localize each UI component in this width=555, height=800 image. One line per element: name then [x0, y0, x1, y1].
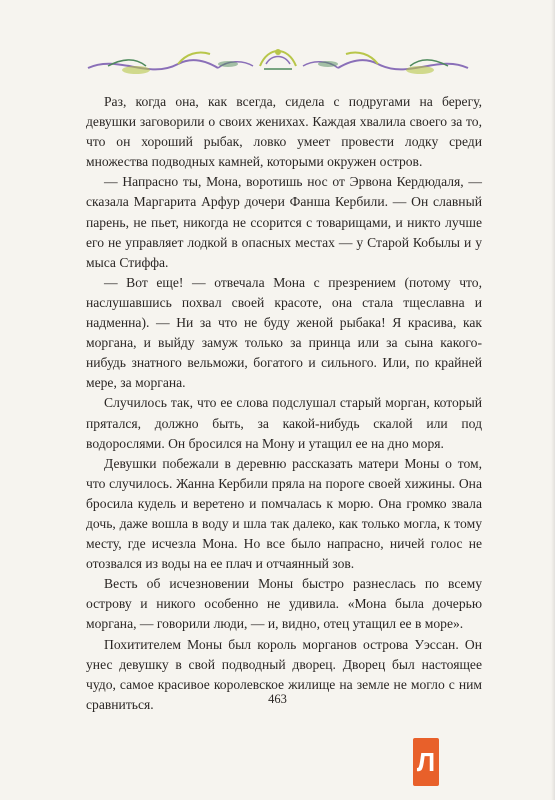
labirint-logo-icon: Л — [413, 738, 439, 786]
paragraph: Девушки побежали в деревню рассказать матери Моны о том, что случилось. Жанна Кербили пряла на пороге своей хижины. Она бросила кудель и веретено и помчалась к морю. Она громко звала дочь, даже вошла в воду и шла так далеко, как только могла, к тому месту, где исчезла Мона. Но все было напрасно, ничей голос не отозвался из воды на ее плач и отчаянный зов. — [86, 455, 482, 572]
story-text — [86, 92, 482, 715]
floral-header-ornament — [78, 36, 478, 86]
paragraph: — Вот еще! — отвечала Мона с презрением (потому что, наслушавшись похвал своей красоте, она стала тщеславна и надменна). — Ни за что не буду женой рыбака! Я красива, как моргана, и выйду замуж только за принца или за сына какого-нибудь знатного вельможи, богатого и сильного. Или, по крайней мере, за моргана. — [86, 274, 482, 391]
paragraph: Раз, когда она, как всегда, сидела с подругами на берегу, девушки заговорили о своих женихах. Каждая хвалила своего за то, что он хороший рыбак, ловко умеет провести лодку среди множества подводных камней, которыми окружен остров. — [86, 94, 482, 170]
page-number: 463 — [268, 692, 287, 706]
paragraph: — Напрасно ты, Мона, воротишь нос от Эрвона Кердюдаля, — сказала Маргарита Арфур дочери Фанша Кербили. — Он славный парень, не пьет, никогда не ссорится с товарищами, и никто лучше его не управляет лодкой в опасных местах — у Старой Кобылы и у мыса Стиффа. — [86, 174, 482, 270]
paragraph: Весть об исчезновении Моны быстро разнеслась по всему острову и никого особенно не удивила. «Мона была дочерью моргана, — говорили люди, — и, видно, отец утащил ее в море». — [86, 576, 482, 632]
page-edge-shadow — [551, 0, 555, 800]
paragraph: Похитителем Моны был король морганов острова Уэссан. Он унес девушку в свой подводный дворец. Дворец был настоящее чудо, самое красивое королевское жилище на земле не могло с ним сравниться. — [86, 636, 482, 712]
paragraph: Случилось так, что ее слова подслушал старый морган, который прятался, должно быть, за какой-нибудь скалой или под водорослями. Он бросился на Мону и утащил ее на дно моря. — [86, 395, 482, 451]
